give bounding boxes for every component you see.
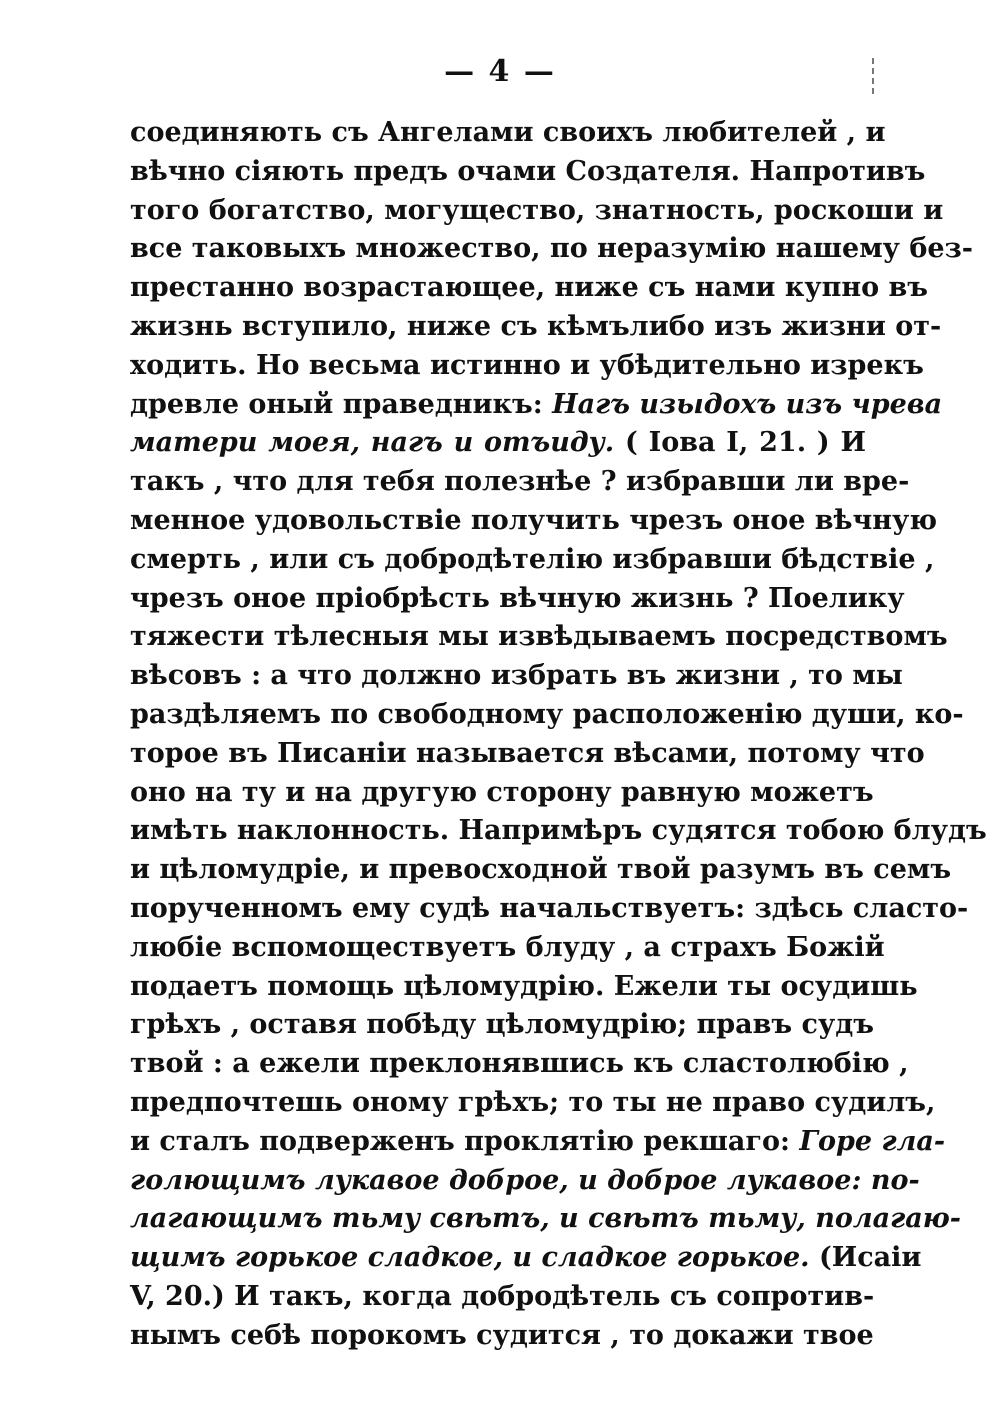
text-segment: смерть , или съ добродѣтелію избравши бѣдствіе , — [130, 543, 935, 575]
text-line — [130, 1200, 962, 1239]
text-line — [130, 851, 952, 890]
text-segment: имѣть наклонность. Напримѣръ судятся тобою блудъ — [130, 815, 987, 847]
page-number: — 4 — — [444, 54, 556, 89]
text-line — [130, 774, 874, 813]
text-segment: соединяють съ Ангелами своихъ любителей , и — [130, 117, 886, 148]
text-line — [130, 1239, 922, 1278]
text-segment: нымъ себѣ порокомъ судится , то докажи твое — [130, 1319, 874, 1351]
text-line — [130, 929, 885, 968]
text-segment: и цѣломудріе, и превосходной твой разумъ въ семъ — [130, 854, 952, 886]
text-segment: вѣсовъ : а что должно избрать въ жизни , то мы — [130, 660, 903, 692]
text-line — [130, 541, 935, 580]
text-segment: вѣчно сіяють предъ очами Создателя. Напротивъ — [130, 155, 926, 187]
text-segment: любіе вспомоществуетъ блуду , а страхъ Божій — [130, 931, 885, 963]
italic-text-segment: Нагъ изыдохъ изъ чрева — [552, 388, 943, 420]
body-text — [130, 114, 987, 1356]
text-segment: оно на ту и на другую сторону равную можетъ — [130, 776, 874, 808]
text-segment: жизнь вступило, ниже съ кѣмълибо изъ жизни от- — [130, 310, 942, 342]
text-segment: такъ , что для тебя полезнѣе ? избравши ли вре- — [130, 466, 910, 498]
text-segment: менное удовольствіе получить чрезъ оное вѣчную — [130, 504, 938, 536]
text-segment: подаетъ помощь цѣломудрію. Ежели ты осудишь — [130, 970, 918, 1002]
text-segment: V, 20.) И такъ, когда добродѣтель съ сопротив- — [130, 1280, 875, 1312]
text-segment: древле оный праведникъ: — [130, 388, 553, 420]
text-segment: грѣхъ , оставя побѣду цѣломудрію; правъ судъ — [130, 1009, 874, 1041]
text-segment: (Исаіи — [809, 1242, 922, 1274]
text-segment: порученномъ ему судѣ начальствуетъ: здѣсь сласто- — [130, 892, 969, 924]
scan-edge-mark — [872, 58, 876, 94]
text-segment: чрезъ оное пріобрѣсть вѣчную жизнь ? Поелику — [130, 582, 905, 614]
text-line — [130, 424, 866, 463]
text-line — [130, 347, 924, 386]
text-line — [130, 618, 948, 657]
text-segment: тяжести тѣлесныя мы извѣдываемъ посредствомъ — [130, 621, 948, 653]
text-line — [130, 1317, 874, 1356]
text-segment: ходить. Но весьма истинно и убѣдительно изрекъ — [130, 349, 924, 381]
text-segment: раздѣляемъ по свободному расположенію души, ко- — [130, 698, 964, 730]
text-line — [130, 269, 929, 308]
text-segment: торое въ Писаніи называется вѣсами, потому что — [130, 737, 925, 769]
italic-text-segment: голющимъ лукавое доброе, и доброе лукавое: по- — [130, 1164, 920, 1196]
text-segment: и сталъ подверженъ проклятію рекшаго: — [130, 1125, 800, 1157]
italic-text-segment: щимъ горькое сладкое, и сладкое горькое. — [130, 1242, 810, 1274]
italic-text-segment: Горе гла- — [799, 1125, 946, 1157]
text-line — [130, 1084, 936, 1123]
text-line — [130, 812, 987, 851]
text-line — [130, 114, 886, 153]
text-line — [130, 386, 943, 425]
text-line — [130, 890, 969, 929]
text-line — [130, 1006, 874, 1045]
text-line — [130, 230, 973, 269]
text-line — [130, 192, 944, 231]
text-segment: предпочтешь оному грѣхъ; то ты не право судилъ, — [130, 1086, 936, 1118]
text-segment: того богатство, могущество, знатность, роскоши и — [130, 194, 944, 226]
text-segment: ( Іова I, 21. ) И — [614, 427, 866, 459]
text-line — [130, 968, 918, 1007]
text-line — [130, 463, 910, 502]
text-segment: престанно возрастающее, ниже съ нами купно въ — [130, 272, 929, 304]
text-line — [130, 1278, 875, 1317]
text-line — [130, 308, 942, 347]
text-line — [130, 502, 938, 541]
italic-text-segment: матери моея, нагъ и отъиду. — [130, 427, 615, 459]
text-segment: твой : а ежели преклонявшись къ сластолюбію , — [130, 1048, 909, 1080]
text-line — [130, 696, 964, 735]
text-segment: все таковыхъ множество, по неразумію нашему без- — [130, 233, 973, 265]
text-line — [130, 735, 925, 774]
text-line — [130, 1045, 909, 1084]
text-line — [130, 1123, 946, 1162]
text-line — [130, 580, 905, 619]
text-line — [130, 657, 903, 696]
text-line — [130, 153, 926, 192]
text-line — [130, 1162, 920, 1201]
italic-text-segment: лагающимъ тьму свѣтъ, и свѣтъ тьму, полагаю- — [130, 1203, 962, 1235]
